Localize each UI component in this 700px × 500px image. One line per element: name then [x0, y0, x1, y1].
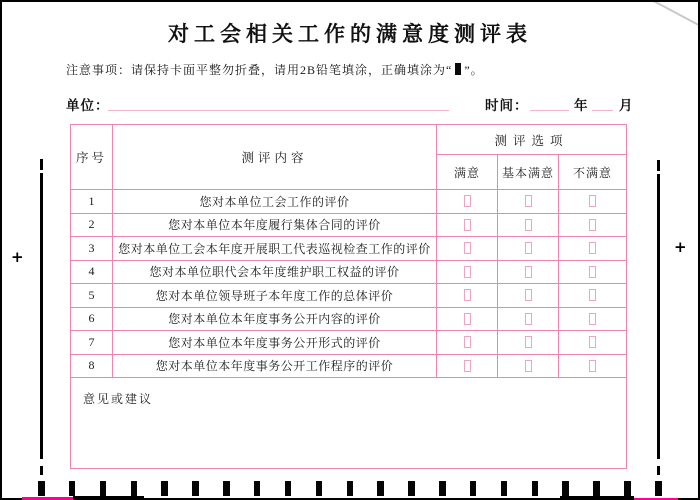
table-row	[71, 214, 626, 238]
page-title: 对工会相关工作的满意度测评表	[168, 22, 532, 46]
timing-mark	[439, 481, 446, 496]
timing-mark	[131, 481, 138, 496]
fill-bubble[interactable]	[464, 195, 471, 207]
option-cell-1	[498, 237, 559, 260]
row-number: 1	[71, 190, 113, 213]
timing-mark	[377, 481, 384, 496]
row-content: 您对本单位本年度履行集体合同的评价	[113, 214, 437, 237]
timing-mark	[501, 481, 508, 496]
timing-mark	[38, 481, 45, 496]
notice-text-suffix: ”。	[464, 63, 484, 77]
row-content: 您对本单位领导班子本年度工作的总体评价	[113, 284, 437, 307]
table-header	[71, 125, 626, 190]
evaluation-table	[70, 124, 627, 469]
row-number: 4	[71, 261, 113, 284]
table-row	[71, 190, 626, 214]
year-write-in-field[interactable]	[530, 109, 569, 111]
header-content: 测评内容	[113, 125, 437, 189]
option-cell-0	[437, 214, 498, 237]
table-row	[71, 284, 626, 308]
timing-mark	[532, 481, 539, 496]
header-option-basically-satisfied: 基本满意	[498, 155, 559, 189]
scan-edge-black-right	[560, 496, 634, 499]
row-number: 6	[71, 308, 113, 331]
option-cell-2	[559, 190, 626, 213]
fill-bubble[interactable]	[464, 289, 471, 301]
option-cell-0	[437, 237, 498, 260]
right-reg-line	[657, 174, 660, 459]
month-label: 月	[619, 98, 634, 113]
right-plus-registration-mark: +	[674, 238, 687, 256]
fill-bubble[interactable]	[589, 289, 596, 301]
table-row	[71, 355, 626, 379]
suggestion-area[interactable]	[71, 378, 626, 468]
timing-mark	[593, 481, 600, 496]
option-cell-1	[498, 214, 559, 237]
header-options-row	[437, 155, 626, 189]
header-options-title: 测评选项	[437, 125, 626, 155]
timing-mark	[624, 481, 631, 496]
option-cell-2	[559, 355, 626, 378]
table-row	[71, 261, 626, 285]
timing-mark	[254, 481, 261, 496]
option-cell-0	[437, 308, 498, 331]
fill-bubble[interactable]	[525, 195, 532, 207]
left-plus-registration-mark: +	[11, 248, 24, 266]
timing-mark	[655, 481, 662, 496]
option-cell-2	[559, 214, 626, 237]
fill-bubble[interactable]	[589, 266, 596, 278]
option-cell-2	[559, 308, 626, 331]
option-cell-2	[559, 237, 626, 260]
timing-mark	[223, 481, 230, 496]
option-cell-1	[498, 261, 559, 284]
row-content: 您对本单位本年度事务公开工作程序的评价	[113, 355, 437, 378]
fill-bubble[interactable]	[464, 313, 471, 325]
option-cell-0	[437, 190, 498, 213]
fill-bubble[interactable]	[525, 360, 532, 372]
option-cell-1	[498, 284, 559, 307]
header-option-not-satisfied: 不满意	[572, 165, 612, 180]
fill-bubble[interactable]	[525, 289, 532, 301]
notice-line	[66, 61, 484, 78]
fill-bubble[interactable]	[464, 242, 471, 254]
fill-bubble[interactable]	[589, 242, 596, 254]
fill-bubble[interactable]	[589, 219, 596, 231]
option-cell-0	[437, 355, 498, 378]
header-serial: 序号	[71, 125, 113, 189]
option-cell-2	[559, 261, 626, 284]
row-content: 您对本单位职代会本年度维护职工权益的评价	[113, 261, 437, 284]
table-row	[71, 237, 626, 261]
fill-bubble[interactable]	[464, 219, 471, 231]
header-options-group	[437, 125, 626, 189]
row-number: 2	[71, 214, 113, 237]
left-reg-dash-top	[40, 159, 43, 170]
left-reg-dash-bottom	[40, 466, 43, 475]
unit-label: 单位：	[66, 98, 110, 113]
timing-mark	[470, 481, 477, 496]
row-content: 您对本单位本年度事务公开内容的评价	[113, 308, 437, 331]
timing-mark	[69, 481, 76, 496]
fill-bubble[interactable]	[464, 360, 471, 372]
suggestion-label: 意见或建议	[83, 392, 154, 406]
row-content: 您对本单位工会工作的评价	[113, 190, 437, 213]
time-label: 时间：	[485, 98, 529, 113]
row-number: 5	[71, 284, 113, 307]
right-reg-dash-top	[657, 160, 660, 171]
option-cell-1	[498, 331, 559, 354]
left-reg-line	[40, 173, 43, 459]
timing-mark	[562, 481, 569, 496]
option-cell-0	[437, 331, 498, 354]
header-option-satisfied: 满意	[437, 155, 498, 189]
option-cell-1	[498, 308, 559, 331]
month-write-in-field[interactable]	[592, 109, 613, 111]
fill-bubble[interactable]	[589, 336, 596, 348]
table-row	[71, 331, 626, 355]
option-cell-1	[498, 190, 559, 213]
fill-bubble[interactable]	[589, 195, 596, 207]
fill-bubble[interactable]	[525, 219, 532, 231]
row-content: 您对本单位工会本年度开展职工代表巡视检查工作的评价	[113, 237, 437, 260]
fill-bubble[interactable]	[525, 266, 532, 278]
filled-mark-sample-icon	[455, 63, 461, 75]
notice-text-prefix: 注意事项：请保持卡面平整勿折叠，请用2B铅笔填涂，正确填涂为“	[66, 63, 453, 77]
timing-mark	[347, 481, 354, 496]
option-cell-2	[559, 284, 626, 307]
option-cell-1	[498, 355, 559, 378]
option-cell-0	[437, 284, 498, 307]
fill-bubble[interactable]	[525, 313, 532, 325]
fill-bubble[interactable]	[464, 266, 471, 278]
timing-mark	[408, 481, 415, 496]
scan-edge-black-left	[73, 496, 144, 499]
unit-write-in-field[interactable]	[108, 109, 449, 111]
fill-bubble[interactable]	[589, 360, 596, 372]
fill-bubble[interactable]	[589, 313, 596, 325]
timing-mark	[161, 481, 168, 496]
row-number: 8	[71, 355, 113, 378]
table-rows	[71, 190, 626, 378]
row-content: 您对本单位本年度事务公开形式的评价	[113, 331, 437, 354]
fill-bubble[interactable]	[464, 336, 471, 348]
right-reg-dash-bottom	[657, 466, 660, 475]
timing-mark	[100, 481, 107, 496]
unit-time-row	[2, 94, 698, 114]
timing-mark	[285, 481, 292, 496]
table-row	[71, 308, 626, 332]
timing-mark	[316, 481, 323, 496]
row-number: 7	[71, 331, 113, 354]
option-cell-2	[559, 331, 626, 354]
fill-bubble[interactable]	[525, 336, 532, 348]
option-cell-0	[437, 261, 498, 284]
row-number: 3	[71, 237, 113, 260]
fill-bubble[interactable]	[525, 242, 532, 254]
year-label: 年	[574, 98, 589, 113]
timing-mark	[192, 481, 199, 496]
